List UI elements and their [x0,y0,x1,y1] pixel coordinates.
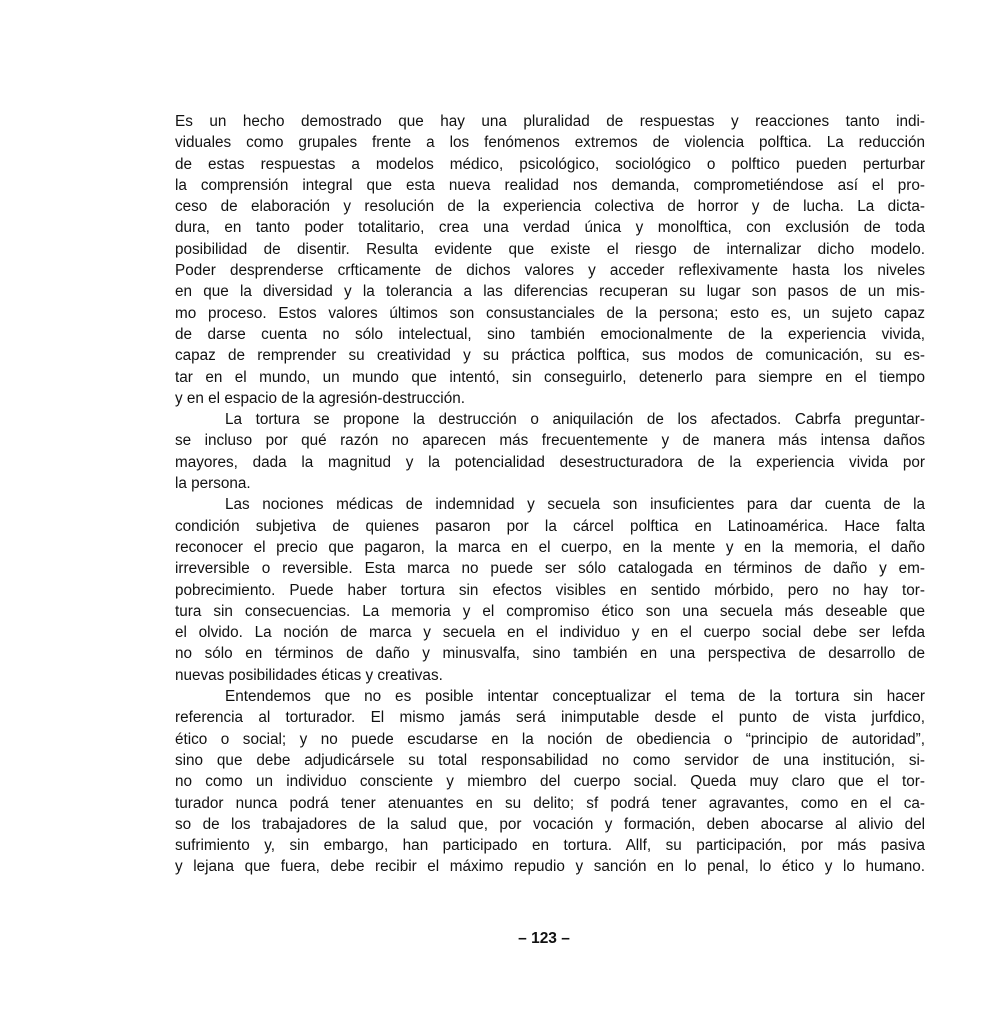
text-line: de darse cuenta no sólo intelectual, sino también emocionalmente de la experiencia vivida, [175,325,925,343]
paragraph [175,494,925,686]
document-body [175,111,925,878]
text-line: ceso de elaboración y resolución de la experiencia colectiva de horror y de lucha. La dicta- [175,198,925,216]
text-line: irreversible o reversible. Esta marca no puede ser sólo catalogada en términos de daño y em- [175,560,925,578]
text-line: referencia al torturador. El mismo jamás será inimputable desde el punto de vista jurfdico, [175,709,925,727]
paragraph [175,111,925,409]
paragraph [175,409,925,494]
text-line: posibilidad de disentir. Resulta evidente que existe el riesgo de internalizar dicho modelo. [175,240,925,258]
text-line: Las nociones médicas de indemnidad y secuela son insuficientes para dar cuenta de la [225,496,925,514]
text-line: dura, en tanto poder totalitario, crea una verdad única y monolftica, con exclusión de toda [175,219,925,237]
text-line: no sólo en términos de daño y minusvalfa, sino también en una perspectiva de desarrollo de [175,645,925,663]
text-line: turador nunca podrá tener atenuantes en su delito; sf podrá tener agravantes, como en el ca- [175,794,925,812]
text-line: la persona. [175,475,251,493]
text-line: sino que debe adjudicársele su total responsabilidad no como servidor de una institución, si- [175,751,925,769]
text-line: mo proceso. Estos valores últimos son consustanciales de la persona; esto es, un sujeto capaz [175,304,925,322]
text-line: en que la diversidad y la tolerancia a las diferencias recuperan su lugar son pasos de un mis- [175,283,925,301]
text-line: y lejana que fuera, debe recibir el máximo repudio y sanción en lo penal, lo ético y lo humano. [175,858,925,876]
page-number: – 123 – [518,930,570,947]
text-line: no como un individuo consciente y miembro del cuerpo social. Queda muy claro que el tor- [175,773,925,791]
text-line: ético o social; y no puede escudarse en la noción de obediencia o “principio de autoridad”, [175,730,925,748]
text-line: so de los trabajadores de la salud que, por vocación y formación, deben abocarse al alivio del [175,815,925,833]
text-line: el olvido. La noción de marca y secuela en el individuo y en el cuerpo social debe ser lefda [175,624,925,642]
text-line: tura sin consecuencias. La memoria y el compromiso ético son una secuela más deseable que [175,602,925,620]
text-line: mayores, dada la magnitud y la potencialidad desestructuradora de la experiencia vivida por [175,453,925,471]
text-line: de estas respuestas a modelos médico, psicológico, sociológico o polftico pueden perturbar [175,155,925,173]
text-line: sufrimiento y, sin embargo, han participado en tortura. Allf, su participación, por más pasiva [175,837,925,855]
text-line: La tortura se propone la destrucción o aniquilación de los afectados. Cabrfa preguntar- [225,411,925,429]
text-line: viduales como grupales frente a los fenómenos extremos de violencia polftica. La reducción [175,134,925,152]
text-line: la comprensión integral que esta nueva realidad nos demanda, comprometiéndose así el pro- [175,176,925,194]
text-line: pobrecimiento. Puede haber tortura sin efectos visibles en sentido mórbido, pero no hay tor- [175,581,925,599]
text-line: reconocer el precio que pagaron, la marca en el cuerpo, en la mente y en la memoria, el daño [175,538,925,556]
text-line: tar en el mundo, un mundo que intentó, sin conseguirlo, detenerlo para siempre en el tiempo [175,368,925,386]
text-line: Entendemos que no es posible intentar conceptualizar el tema de la tortura sin hacer [225,688,925,706]
text-line: Poder desprenderse crfticamente de dichos valores y acceder reflexivamente hasta los niveles [175,262,925,280]
text-line: y en el espacio de la agresión-destrucción. [175,389,465,407]
text-line: capaz de remprender su creatividad y su práctica polftica, sus modos de comunicación, su es- [175,347,925,365]
text-line: se incluso por qué razón no aparecen más frecuentemente y de manera más intensa daños [175,432,925,450]
text-line: condición subjetiva de quienes pasaron por la cárcel polftica en Latinoamérica. Hace falta [175,517,925,535]
paragraph [175,686,925,878]
text-line: Es un hecho demostrado que hay una pluralidad de respuestas y reacciones tanto indi- [175,113,925,130]
text-line: nuevas posibilidades éticas y creativas. [175,666,443,684]
